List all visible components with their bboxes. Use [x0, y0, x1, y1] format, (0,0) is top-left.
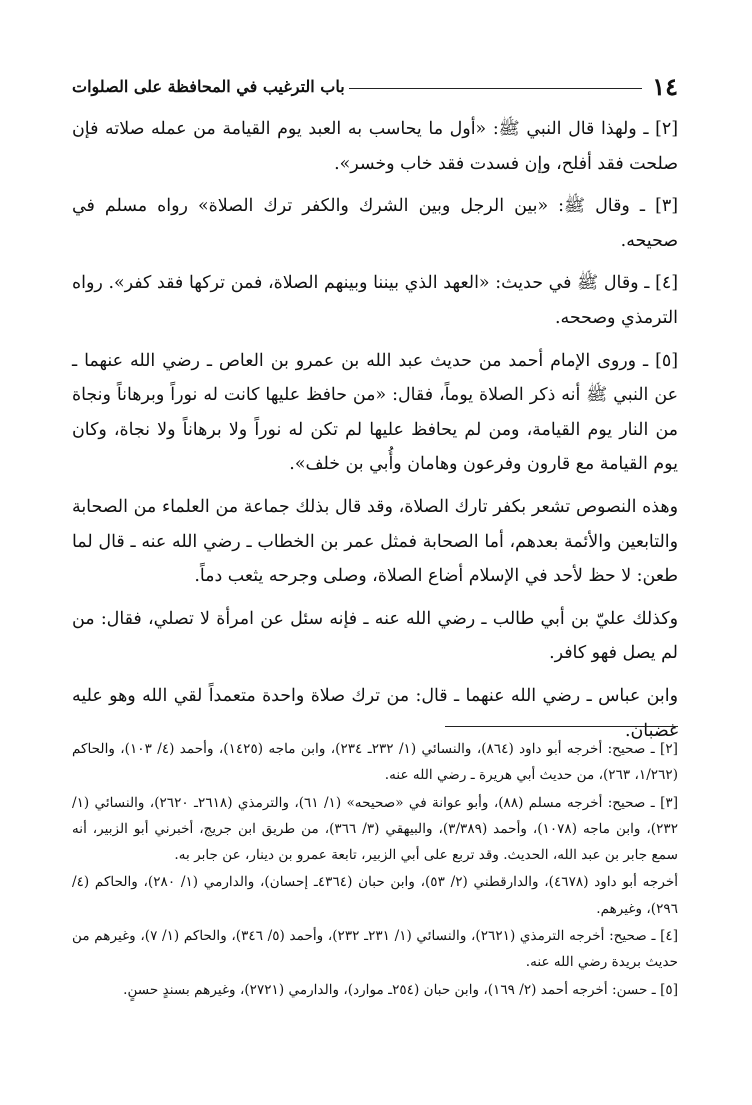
page-header [72, 72, 678, 100]
footnotes [72, 736, 678, 1004]
page-number: ١٤ [652, 71, 678, 101]
paragraph-hadith-3: [٣] ـ وقال ﷺ: «بين الرجل وبين الشرك والكفر ترك الصلاة» رواه مسلم في صحيحه. [72, 196, 678, 251]
paragraph-hadith-5: [٥] ـ وروى الإمام أحمد من حديث عبد الله بن عمرو بن العاص ـ رضي الله عنهما ـ عن النبي ﷺ أنه ذكر الصلاة يوماً، فقال: «من حافظ عليها كانت له نوراً وبرهاناً ونجاة من النار يوم القيامة، ومن لم يحافظ عليها لم تكن له نوراً ولا برهاناً ولا نجاة، وكان يوم القيامة مع قارون وفرعون وهامان وأُبي بن خلف». [72, 350, 678, 475]
paragraph-ali: وكذلك عليّ بن أبي طالب ـ رضي الله عنه ـ فإنه سئل عن امرأة لا تصلي، فقال: من لم يصل فهو كافر. [72, 608, 678, 664]
header-rule [349, 88, 643, 89]
footnote-4: [٤] ـ صحيح: أخرجه الترمذي (٢٦٢١)، والنسائي (١/ ٢٣١ـ ٢٣٢)، وأحمد (٥/ ٣٤٦)، والحاكم (١/ ٧)، وغيرهم من حديث بريدة رضي الله عنه. [72, 928, 679, 971]
footnote-3: [٣] ـ صحيح: أخرجه مسلم (٨٨)، وأبو عوانة في «صحيحه» (١/ ٦١)، والترمذي (٢٦١٨ـ ٢٦٢٠)، والنسائي (١/ ٢٣٢)، وابن ماجه (١٠٧٨)، وأحمد (٣/٣٨٩)، والبيهقي (٣/ ٣٦٦)، من طريق ابن جريج، أخبرني أبو الزبير، أنه سمع جابر بن عبد الله، الحديث. وقد تربع على أبي الزبير، تابعة عمرو بن دينار، عن جابر به. [72, 794, 679, 864]
paragraph-ibn-abbas: وابن عباس ـ رضي الله عنهما ـ قال: من ترك صلاة واحدة متعمداً لقي الله وهو عليه غضبان. [72, 685, 678, 741]
footnote-5: [٥] ـ حسن: أخرجه أحمد (٢/ ١٦٩)، وابن حبان (٢٥٤ـ موارد)، والدارمي (٢٧٢١)، وغيرهم بسندٍ حسنٍ. [123, 981, 678, 998]
footnote-separator [445, 726, 678, 727]
footnote-2: [٢] ـ صحيح: أخرجه أبو داود (٨٦٤)، والنسائي (١/ ٢٣٢ـ ٢٣٤)، وابن ماجه (١٤٢٥)، وأحمد (٤/ ١٠٣)، والحاكم (١/٢٦٢، ٢٦٣)، من حديث أبي هريرة ـ رضي الله عنه. [72, 741, 678, 784]
main-text [72, 112, 678, 756]
paragraph-hadith-4: [٤] ـ وقال ﷺ في حديث: «العهد الذي بيننا وبينهم الصلاة، فمن تركها فقد كفر». رواه الترمذي وصححه. [72, 273, 678, 328]
running-title: باب الترغيب في المحافظة على الصلوات [72, 76, 345, 96]
footnote-3-continued: أخرجه أبو داود (٤٦٧٨)، والدارقطني (٢/ ٥٣)، وابن حبان (٤٣٦٤ـ إحسان)، والدارمي (١/ ٢٨٠)، والحاكم (٤/ ٢٩٦)، وغيرهم. [72, 874, 679, 917]
paragraph-commentary: وهذه النصوص تشعر بكفر تارك الصلاة، وقد قال بذلك جماعة من العلماء من الصحابة والتابعين والأئمة بعدهم، أما الصحابة فمثل عمر بن الخطاب ـ رضي الله عنه ـ قال لما طعن: لا حظ لأحد في الإسلام أضاع الصلاة، وصلى وجرحه يثعب دماً. [72, 496, 678, 587]
paragraph-hadith-2: [٢] ـ ولهذا قال النبي ﷺ: «أول ما يحاسب به العبد يوم القيامة من عمله صلاته فإن صلحت فقد أفلح، وإن فسدت فقد خاب وخسر». [72, 119, 678, 174]
